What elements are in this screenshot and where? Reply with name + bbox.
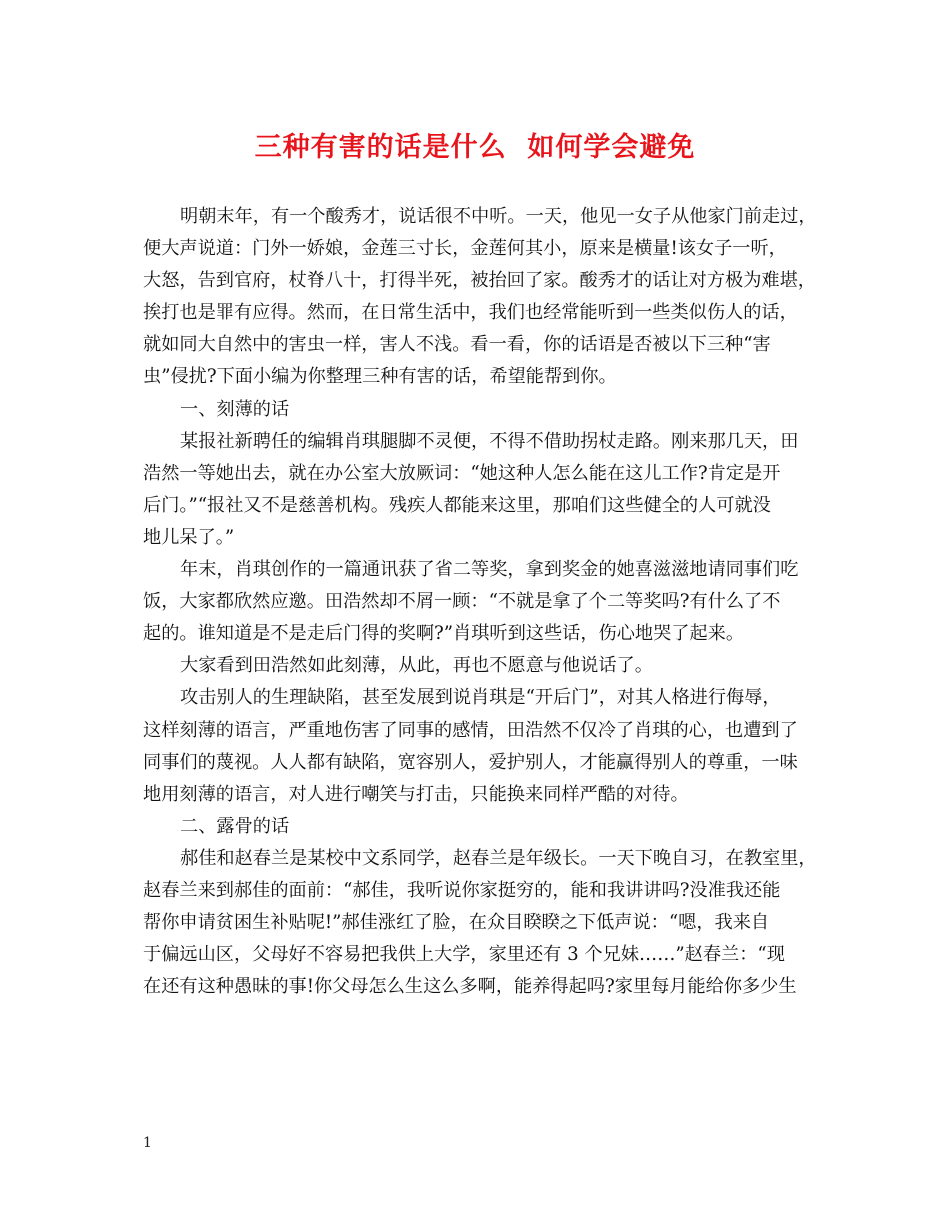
section-heading: 二、露骨的话 xyxy=(180,815,290,837)
paragraph-line: 大怒，告到官府，杖脊八十，打得半死，被抬回了家。酸秀才的话让对方极为难堪， xyxy=(143,270,816,292)
paragraph-line: 郝佳和赵春兰是某校中文系同学，赵春兰是年级长。一天下晚自习，在教室里， xyxy=(180,847,817,869)
paragraph-line: 浩然一等她出去，就在办公室大放厥词：“她这种人怎么能在这儿工作?肯定是开 xyxy=(143,462,781,484)
paragraph-line: 明朝末年，有一个酸秀才，说话很不中听。一天，他见一女子从他家门前走过， xyxy=(180,206,817,227)
page-number: 1 xyxy=(143,1135,152,1151)
paragraph-line: 大家看到田浩然如此刻薄，从此，再也不愿意与他说话了。 xyxy=(180,655,653,677)
paragraph-line: 年末，肖琪创作的一篇通讯获了省二等奖，拿到奖金的她喜滋滋地请同事们吃 xyxy=(180,559,799,581)
section-heading: 一、刻薄的话 xyxy=(180,398,290,420)
document-body xyxy=(143,201,823,1003)
paragraph-line: 攻击别人的生理缺陷，甚至发展到说肖琪是“开后门”，对其人格进行侮辱， xyxy=(180,687,781,709)
paragraph-line: 起的。谁知道是不是走后门得的奖啊?”肖琪听到这些话，伤心地哭了起来。 xyxy=(143,623,745,645)
paragraph-line: 便大声说道：门外一娇娘，金莲三寸长，金莲何其小，原来是横量!该女子一听， xyxy=(143,238,787,260)
paragraph-line: 赵春兰来到郝佳的面前：“郝佳，我听说你家挺穷的，能和我讲讲吗?没准我还能 xyxy=(143,879,781,901)
paragraph-line: 饭，大家都欣然应邀。田浩然却不屑一顾：“不就是拿了个二等奖吗?有什么了不 xyxy=(143,591,781,613)
paragraph-line: 地用刻薄的语言，对人进行嘲笑与打击，只能换来同样严酷的对待。 xyxy=(143,783,689,805)
paragraph-line: 在还有这种愚昧的事!你父母怎么生这么多啊，能养得起吗?家里每月能给你多少生 xyxy=(143,976,797,998)
paragraph-line: 后门。”“报社又不是慈善机构。残疾人都能来这里，那咱们这些健全的人可就没 xyxy=(143,494,771,516)
paragraph-line: 挨打也是罪有应得。然而，在日常生活中，我们也经常能听到一些类似伤人的话， xyxy=(143,302,798,324)
paragraph-line: 地儿呆了。” xyxy=(143,526,235,548)
paragraph-line: 就如同大自然中的害虫一样，害人不浅。看一看，你的话语是否被以下三种“害 xyxy=(143,334,771,356)
paragraph-line: 虫”侵扰?下面小编为你整理三种有害的话，希望能帮到你。 xyxy=(143,366,617,388)
paragraph-line: 同事们的蔑视。人人都有缺陷，宽容别人，爱护别人，才能赢得别人的尊重，一味 xyxy=(143,751,798,773)
paragraph-line: 某报社新聘任的编辑肖琪腿脚不灵便，不得不借助拐杖走路。刚来那几天，田 xyxy=(180,430,799,452)
document-title: 三种有害的话是什么 如何学会避免 xyxy=(254,132,696,163)
paragraph-line: 于偏远山区，父母好不容易把我供上大学，家里还有 3 个兄妹……”赵春兰：“现 xyxy=(143,944,785,966)
paragraph-line: 帮你申请贫困生补贴呢!”郝佳涨红了脸，在众目睽睽之下低声说：“嗯，我来自 xyxy=(143,912,770,934)
paragraph-line: 这样刻薄的语言，严重地伤害了同事的感情，田浩然不仅冷了肖琪的心，也遭到了 xyxy=(143,719,798,741)
